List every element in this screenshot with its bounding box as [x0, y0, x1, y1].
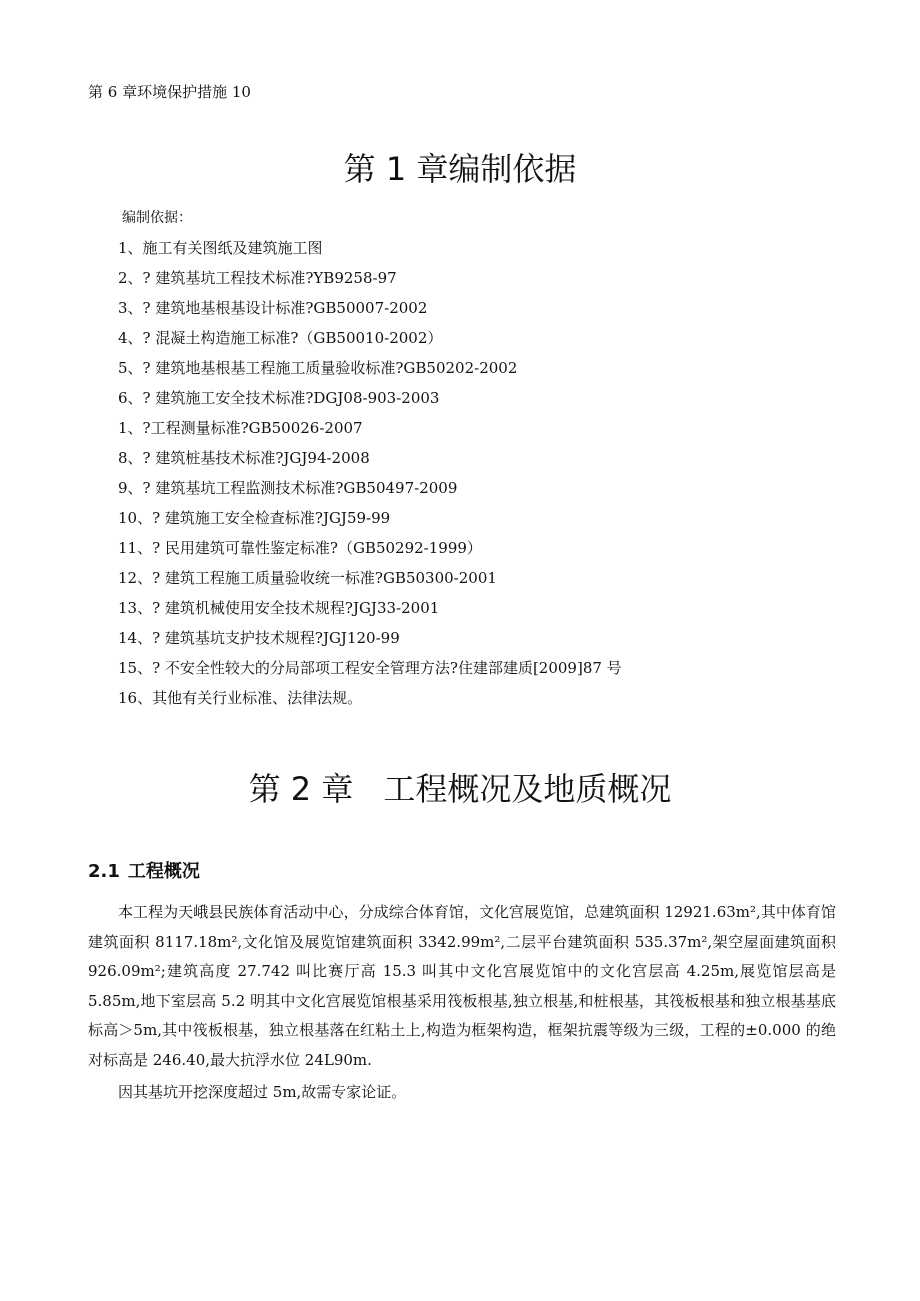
section-heading: 工程概况	[127, 860, 200, 882]
basis-list	[118, 236, 622, 716]
list-item: 14、? 建筑基坑支护技术规程?JGJ120-99	[118, 629, 400, 647]
list-item: 13、? 建筑机械使用安全技术规程?JGJ33-2001	[118, 599, 440, 617]
list-item: 5、? 建筑地基根基工程施工质量验收标准?GB50202-2002	[118, 359, 518, 377]
list-item: 9、? 建筑基坑工程监测技术标准?GB50497-2009	[118, 479, 458, 497]
section-number: 2.1	[88, 860, 120, 882]
chapter-1-title: 第 1 章编制依据	[343, 150, 577, 189]
list-item: 12、? 建筑工程施工质量验收统一标准?GB50300-2001	[118, 569, 497, 587]
list-item: 2、? 建筑基坑工程技术标准?YB9258-97	[118, 269, 397, 287]
list-item: 3、? 建筑地基根基设计标准?GB50007-2002	[118, 299, 428, 317]
project-overview-paragraph: 本工程为天峨县民族体育活动中心，分成综合体育馆，文化宫展览馆，总建筑面积 12921.63m²,其中体育馆建筑面积 8117.18m²,文化馆及展览馆建筑面积 3342.99m²,二层平台建筑面积 535.37m²,架空屋面建筑面积 926.09m²;建筑高度 27.742 叫比赛厅高 15.3 叫其中文化宫展览馆中的文化宫层高 4.25m,展览馆层高是 5.85m,地下室层高 5.2 明其中文化宫展览馆根基采用筏板根基,独立根基,和桩根基，其筏板根基和独立根基基底标高＞5m,其中筏板根基，独立根基落在红粘土上,构造为框架构造，框架抗震等级为三级，工程的±0.000 的绝对标高是 246.40,最大抗浮水位 24L90m.	[88, 903, 836, 1069]
chapter-2-number: 第 2 章	[248, 770, 354, 809]
expert-review-paragraph: 因其基坑开挖深度超过 5m,故需专家论证。	[118, 1083, 407, 1101]
list-item: 4、? 混凝土构造施工标准?（GB50010-2002）	[118, 329, 443, 347]
chapter-2-title	[0, 769, 920, 809]
list-item: 1、施工有关图纸及建筑施工图	[118, 239, 323, 257]
list-item: 6、? 建筑施工安全技术标准?DGJ08-903-2003	[118, 389, 440, 407]
list-item: 10、? 建筑施工安全检查标准?JGJ59-99	[118, 509, 391, 527]
list-item: 16、其他有关行业标准、法律法规。	[118, 689, 363, 707]
section-2-1-title	[88, 859, 200, 885]
list-item: 1、?工程测量标准?GB50026-2007	[118, 419, 363, 437]
basis-label: 编制依据：	[122, 210, 192, 226]
list-item: 15、? 不安全性较大的分局部项工程安全管理方法?住建部建质[2009]87 号	[118, 659, 622, 677]
list-item: 11、? 民用建筑可靠性鉴定标准?（GB50292-1999）	[118, 539, 482, 557]
list-item: 8、? 建筑桩基技术标准?JGJ94-2008	[118, 449, 370, 467]
chapter-2-heading: 工程概况及地质概况	[383, 770, 672, 809]
toc-entry[interactable]: 第 6 章环境保护措施 10	[88, 83, 251, 101]
